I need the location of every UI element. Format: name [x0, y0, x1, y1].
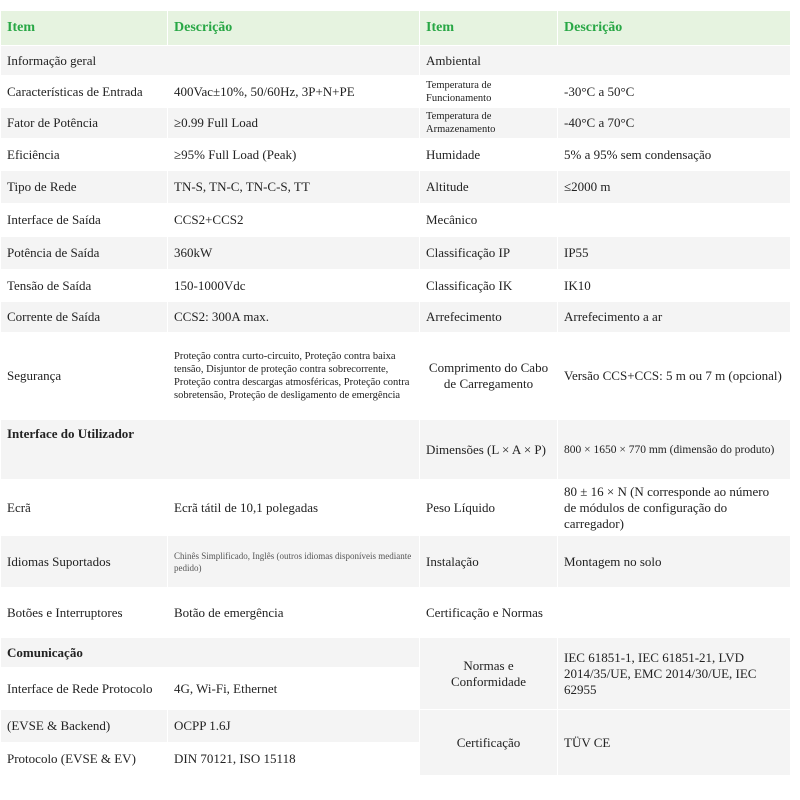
item-value: TN-S, TN-C, TN-C-S, TT — [168, 171, 420, 204]
item-value: 5% a 95% sem condensação — [558, 139, 791, 171]
item-label: Corrente de Saída — [1, 302, 168, 333]
item-label: Certificação — [420, 710, 558, 776]
table-row — [1, 46, 791, 76]
table-row — [1, 76, 791, 108]
spec-table-container — [0, 10, 790, 776]
section-ambiental: Ambiental — [420, 46, 791, 76]
item-value: CCS2: 300A max. — [168, 302, 420, 333]
item-value: Versão CCS+CCS: 5 m ou 7 m (opcional) — [558, 333, 791, 420]
item-label: Arrefecimento — [420, 302, 558, 333]
item-label: Dimensões (L × A × P) — [420, 420, 558, 480]
item-value: TÜV CE — [558, 710, 791, 776]
table-row — [1, 420, 791, 480]
item-label: Interface de Saída — [1, 204, 168, 237]
section-interface-utilizador: Interface do Utilizador — [1, 420, 420, 480]
item-label: (EVSE & Backend) — [1, 710, 168, 743]
item-label: Altitude — [420, 171, 558, 204]
item-label: Botões e Interruptores — [1, 588, 168, 638]
item-value: OCPP 1.6J — [168, 710, 420, 743]
item-value: Ecrã tátil de 10,1 polegadas — [168, 480, 420, 536]
item-label: Interface de Rede Protocolo — [1, 668, 168, 710]
item-label: Ecrã — [1, 480, 168, 536]
item-value: -40°C a 70°C — [558, 108, 791, 139]
table-row — [1, 108, 791, 139]
item-value: 360kW — [168, 237, 420, 270]
item-value: CCS2+CCS2 — [168, 204, 420, 237]
item-label: Normas e Conformidade — [420, 638, 558, 710]
item-value: Montagem no solo — [558, 536, 791, 588]
item-value: ≥0.99 Full Load — [168, 108, 420, 139]
item-label: Fator de Potência — [1, 108, 168, 139]
table-row — [1, 638, 791, 668]
item-value: 150-1000Vdc — [168, 270, 420, 302]
table-row — [1, 588, 791, 638]
item-value: -30°C a 50°C — [558, 76, 791, 108]
item-label: Potência de Saída — [1, 237, 168, 270]
table-row — [1, 710, 791, 743]
header-row — [1, 11, 791, 46]
item-label: Humidade — [420, 139, 558, 171]
table-row — [1, 333, 791, 420]
table-row — [1, 204, 791, 237]
item-value: IEC 61851-1, IEC 61851-21, LVD 2014/35/UE, EMC 2014/30/UE, IEC 62955 — [558, 638, 791, 710]
header-descricao-right: Descrição — [558, 11, 791, 46]
item-value: 800 × 1650 × 770 mm (dimensão do produto) — [558, 420, 791, 480]
item-label: Peso Líquido — [420, 480, 558, 536]
item-value: ≥95% Full Load (Peak) — [168, 139, 420, 171]
section-certificacao-normas: Certificação e Normas — [420, 588, 791, 638]
item-value: 400Vac±10%, 50/60Hz, 3P+N+PE — [168, 76, 420, 108]
item-value: Proteção contra curto-circuito, Proteção contra baixa tensão, Disjuntor de proteção contra sobrecorrente, Proteção contra descargas atmosféricas, Proteção contra sobretensão, Proteção de desligamento de emergência — [168, 333, 420, 420]
item-value: IP55 — [558, 237, 791, 270]
header-item-right: Item — [420, 11, 558, 46]
item-value: Arrefecimento a ar — [558, 302, 791, 333]
table-row — [1, 302, 791, 333]
item-label: Idiomas Suportados — [1, 536, 168, 588]
section-mecanico: Mecânico — [420, 204, 791, 237]
item-value: 4G, Wi-Fi, Ethernet — [168, 668, 420, 710]
table-row — [1, 536, 791, 588]
spec-table — [0, 10, 791, 776]
section-informacao-geral: Informação geral — [1, 46, 420, 76]
item-label: Instalação — [420, 536, 558, 588]
item-label: Segurança — [1, 333, 168, 420]
item-value: IK10 — [558, 270, 791, 302]
section-comunicacao: Comunicação — [1, 638, 420, 668]
table-row — [1, 171, 791, 204]
item-label: Classificação IK — [420, 270, 558, 302]
item-value: ≤2000 m — [558, 171, 791, 204]
item-label: Protocolo (EVSE & EV) — [1, 743, 168, 776]
table-row — [1, 480, 791, 536]
table-row — [1, 237, 791, 270]
item-value: Chinês Simplificado, Inglês (outros idiomas disponíveis mediante pedido) — [168, 536, 420, 588]
item-label: Temperatura de Armazenamento — [420, 108, 558, 139]
item-value: 80 ± 16 × N (N corresponde ao número de módulos de configuração do carregador) — [558, 480, 791, 536]
item-label: Tipo de Rede — [1, 171, 168, 204]
table-row — [1, 270, 791, 302]
header-item-left: Item — [1, 11, 168, 46]
item-label: Características de Entrada — [1, 76, 168, 108]
header-descricao-left: Descrição — [168, 11, 420, 46]
table-row — [1, 139, 791, 171]
item-label: Temperatura de Funcionamento — [420, 76, 558, 108]
item-label: Classificação IP — [420, 237, 558, 270]
item-value: DIN 70121, ISO 15118 — [168, 743, 420, 776]
item-label: Tensão de Saída — [1, 270, 168, 302]
item-label: Eficiência — [1, 139, 168, 171]
item-value: Botão de emergência — [168, 588, 420, 638]
item-label: Comprimento do Cabo de Carregamento — [420, 333, 558, 420]
